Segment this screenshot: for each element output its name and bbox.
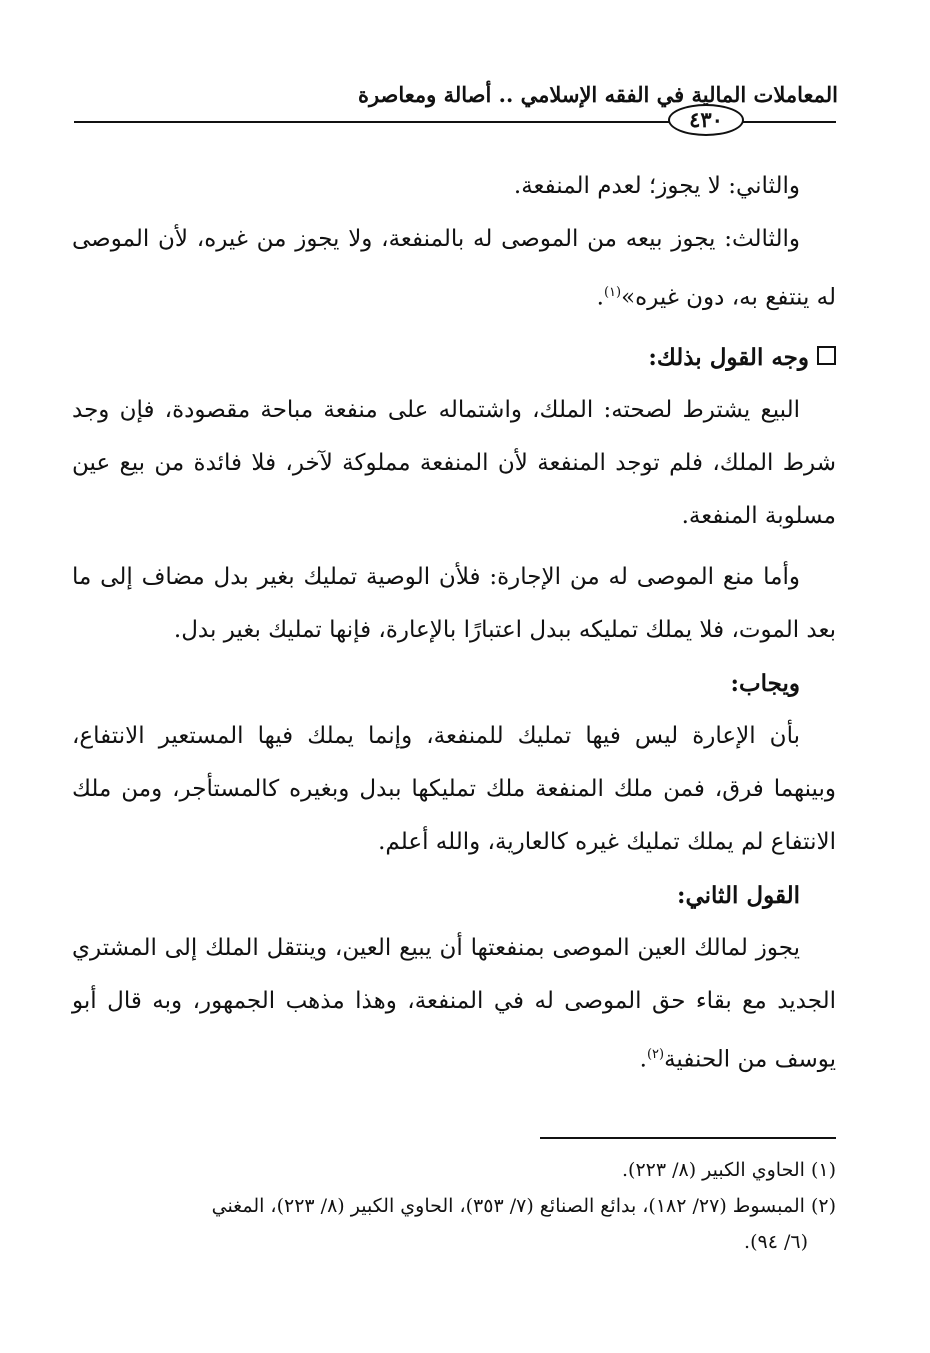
header-rule	[74, 121, 670, 123]
section-heading-1	[72, 331, 836, 384]
paragraph-4: وأما منع الموصى له من الإجارة: فلأن الوصية تمليك بغير بدل مضاف إلى ما بعد الموت، فلا يملك تمليكه ببدل اعتبارًا بالإعارة، فإنها تمليك بغير بدل.	[72, 563, 836, 643]
paragraph-6	[72, 922, 836, 1087]
checkbox-square-icon	[817, 346, 836, 365]
paragraph-2-text: والثالث: يجوز بيعه من الموصى له بالمنفعة، ولا يجوز من غيره، لأن الموصى له ينتفع به، دون غيره»	[72, 226, 836, 311]
section-heading-1-text: وجه القول بذلك:	[648, 343, 809, 371]
section-heading-2: ويجاب:	[730, 669, 800, 697]
running-title: المعاملات المالية في الفقه الإسلامي .. أصالة ومعاصرة	[357, 82, 838, 107]
paragraph-2	[72, 213, 836, 325]
paragraph-5: بأن الإعارة ليس فيها تمليك للمنفعة، وإنما يملك فيها المستعير الانتفاع، وبينهما فرق، فمن ملك المنفعة ملك تمليكها ببدل وبغيره كالمستأجر، ومن ملك الانتفاع لم يملك تمليك غيره كالعارية، والله أعلم.	[72, 722, 836, 855]
paragraph-6-end: .	[639, 1046, 647, 1073]
paragraph-6-text: يجوز لمالك العين الموصى بمنفعتها أن يبيع العين، وينتقل الملك إلى المشتري الجديد مع بقاء حق الموصى له في المنفعة، وهذا مذهب الجمهور، وبه قال أبو يوسف من الحنفية	[72, 934, 836, 1073]
section-heading-3: القول الثاني:	[676, 881, 800, 909]
footnote-ref-2: (٢)	[646, 1046, 665, 1062]
paragraph-3: البيع يشترط لصحته: الملك، واشتماله على منفعة مباحة مقصودة، فإن وجد شرط الملك، فلم توجد المنفعة لأن المنفعة مملوكة لآخر، فلا فائدة من بيع عين مسلوبة المنفعة.	[72, 396, 836, 529]
header-rule-left	[742, 121, 836, 123]
footnotes	[72, 1152, 836, 1260]
footnote-ref-1: (١)	[603, 285, 622, 300]
footnote-2: (٢) المبسوط (٢٧/ ١٨٢)، بدائع الصنائع (٧/ ٣٥٣)، الحاوي الكبير (٨/ ٢٢٣)، المغني	[211, 1195, 836, 1217]
footnote-separator	[540, 1137, 836, 1139]
page-number: ٤٣٠	[668, 104, 744, 136]
main-text	[72, 160, 836, 1086]
paragraph-1: والثاني: لا يجوز؛ لعدم المنفعة.	[513, 173, 800, 199]
footnote-1: (١) الحاوي الكبير (٨/ ٢٢٣).	[621, 1159, 836, 1181]
footnote-2-continued: (٦/ ٩٤).	[744, 1231, 808, 1253]
paragraph-2-end: .	[596, 284, 604, 311]
